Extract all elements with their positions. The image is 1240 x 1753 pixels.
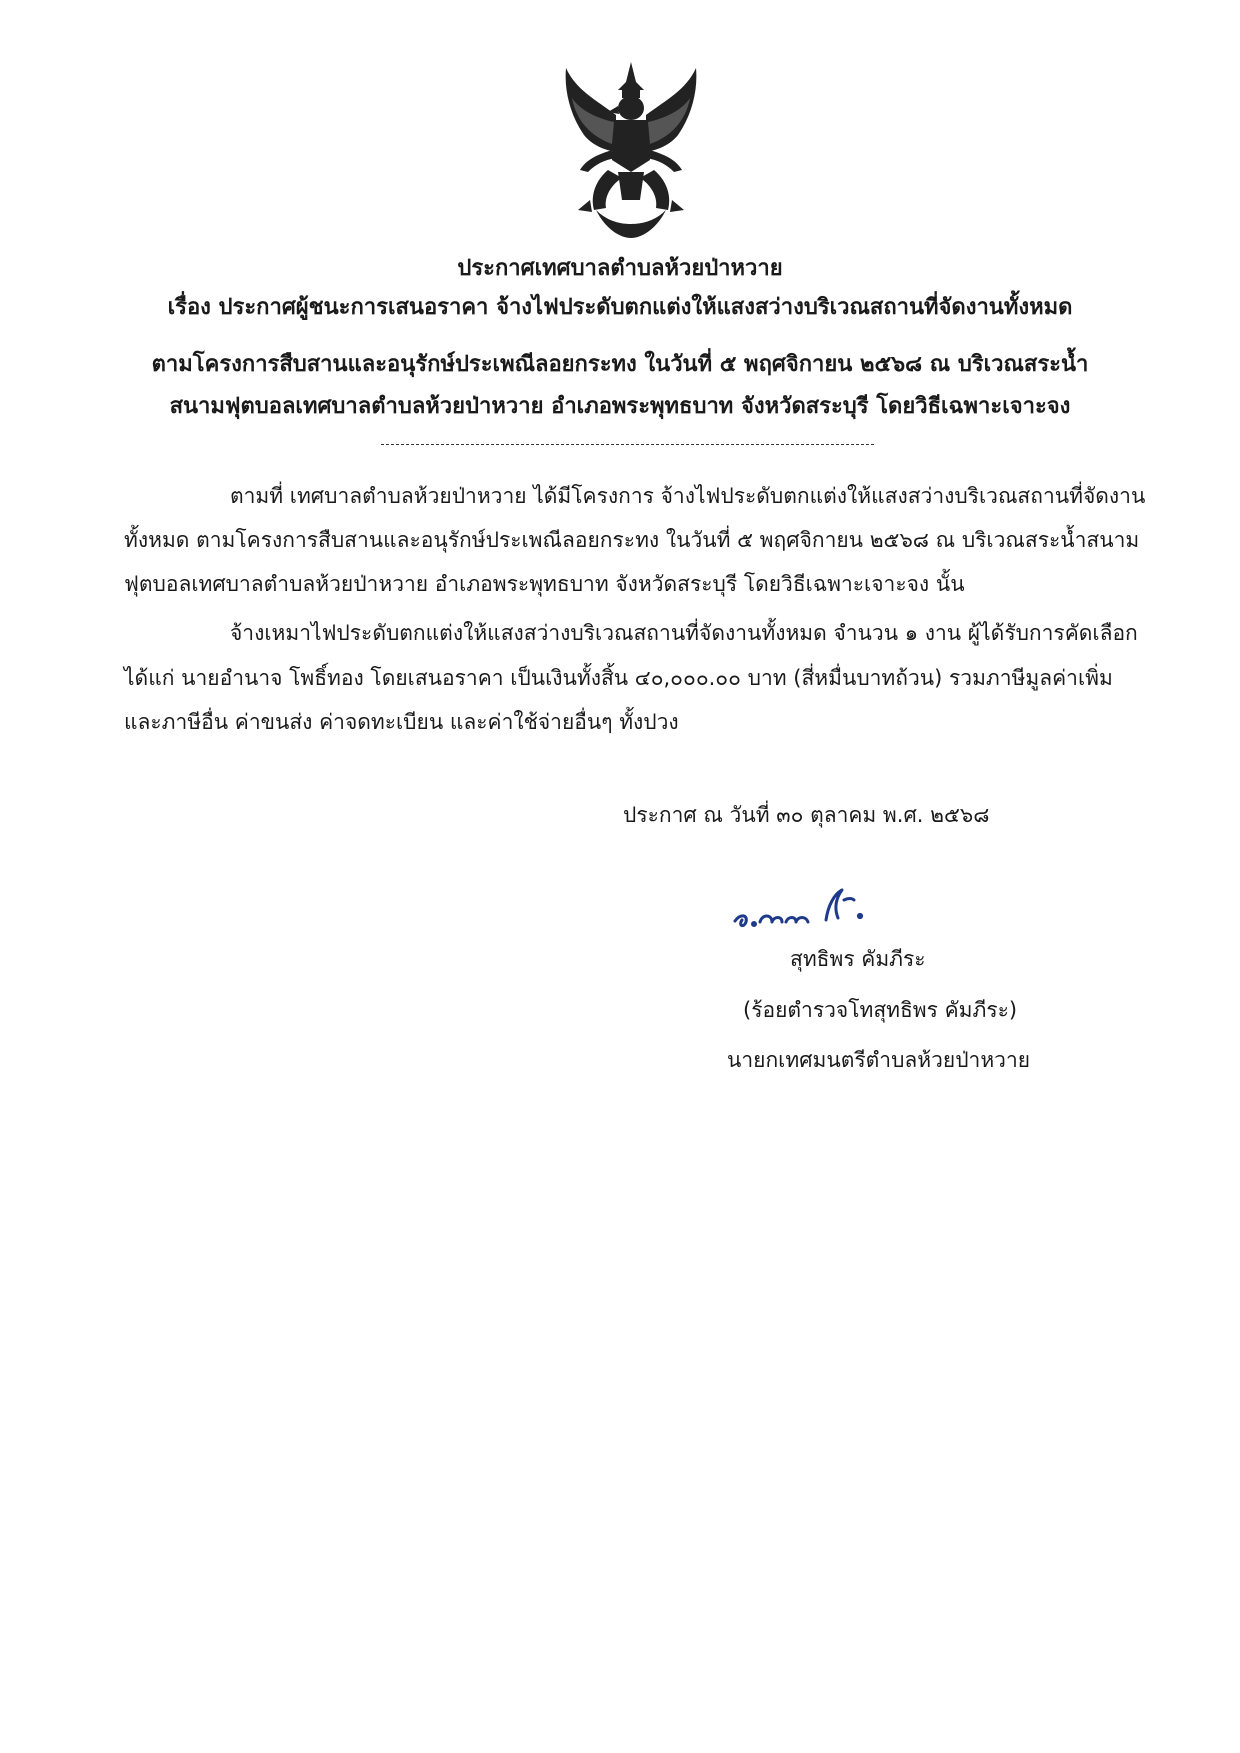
- para1-line2: ทั้งหมด ตามโครงการสืบสานและอนุรักษ์ประเพณีลอยกระทง ในวันที่ ๕ พฤศจิกายน ๒๕๖๘ ณ บริเวณสระน้ำสนาม: [124, 528, 1140, 552]
- subject-line-2: ตามโครงการสืบสานและอนุรักษ์ประเพณีลอยกระทง ในวันที่ ๕ พฤศจิกายน ๒๕๖๘ ณ บริเวณสระน้ำ: [151, 352, 1089, 377]
- handwritten-signature: [730, 876, 890, 936]
- title-divider: [381, 444, 874, 445]
- garuda-emblem: [556, 60, 706, 240]
- para1-line3: ฟุตบอลเทศบาลตำบลห้วยป่าหวาย อำเภอพระพุทธบาท จังหวัดสระบุรี โดยวิธีเฉพาะเจาะจง นั้น: [124, 572, 965, 596]
- para1-line1: ตามที่ เทศบาลตำบลห้วยป่าหวาย ได้มีโครงการ จ้างไฟประดับตกแต่งให้แสงสว่างบริเวณสถานที่จัดงาน: [230, 484, 1146, 508]
- subject-line-3: สนามฟุตบอลเทศบาลตำบลห้วยป่าหวาย อำเภอพระพุทธบาท จังหวัดสระบุรี โดยวิธีเฉพาะเจาะจง: [169, 394, 1071, 419]
- signer-full-name: (ร้อยตำรวจโทสุทธิพร คัมภีระ): [743, 998, 1018, 1022]
- para2-line2: ได้แก่ นายอำนาจ โพธิ์ทอง โดยเสนอราคา เป็นเงินทั้งสิ้น ๔๐,๐๐๐.๐๐ บาท (สี่หมื่นบาทถ้วน) รวมภาษีมูลค่าเพิ่ม: [124, 666, 1113, 690]
- subject-line-1: เรื่อง ประกาศผู้ชนะการเสนอราคา จ้างไฟประดับตกแต่งให้แสงสว่างบริเวณสถานที่จัดงานทั้งหมด: [167, 295, 1073, 320]
- para2-line3: และภาษีอื่น ค่าขนส่ง ค่าจดทะเบียน และค่าใช้จ่ายอื่นๆ ทั้งปวง: [124, 710, 679, 734]
- signer-position: นายกเทศมนตรีตำบลห้วยป่าหวาย: [727, 1048, 1031, 1072]
- signer-name: สุทธิพร คัมภีระ: [790, 947, 926, 971]
- org-title: ประกาศเทศบาลตำบลห้วยป่าหวาย: [457, 256, 783, 281]
- announce-date: ประกาศ ณ วันที่ ๓๐ ตุลาคม พ.ศ. ๒๕๖๘: [623, 803, 990, 827]
- para2-line1: จ้างเหมาไฟประดับตกแต่งให้แสงสว่างบริเวณสถานที่จัดงานทั้งหมด จำนวน ๑ งาน ผู้ได้รับการคัดเลือก: [230, 621, 1138, 645]
